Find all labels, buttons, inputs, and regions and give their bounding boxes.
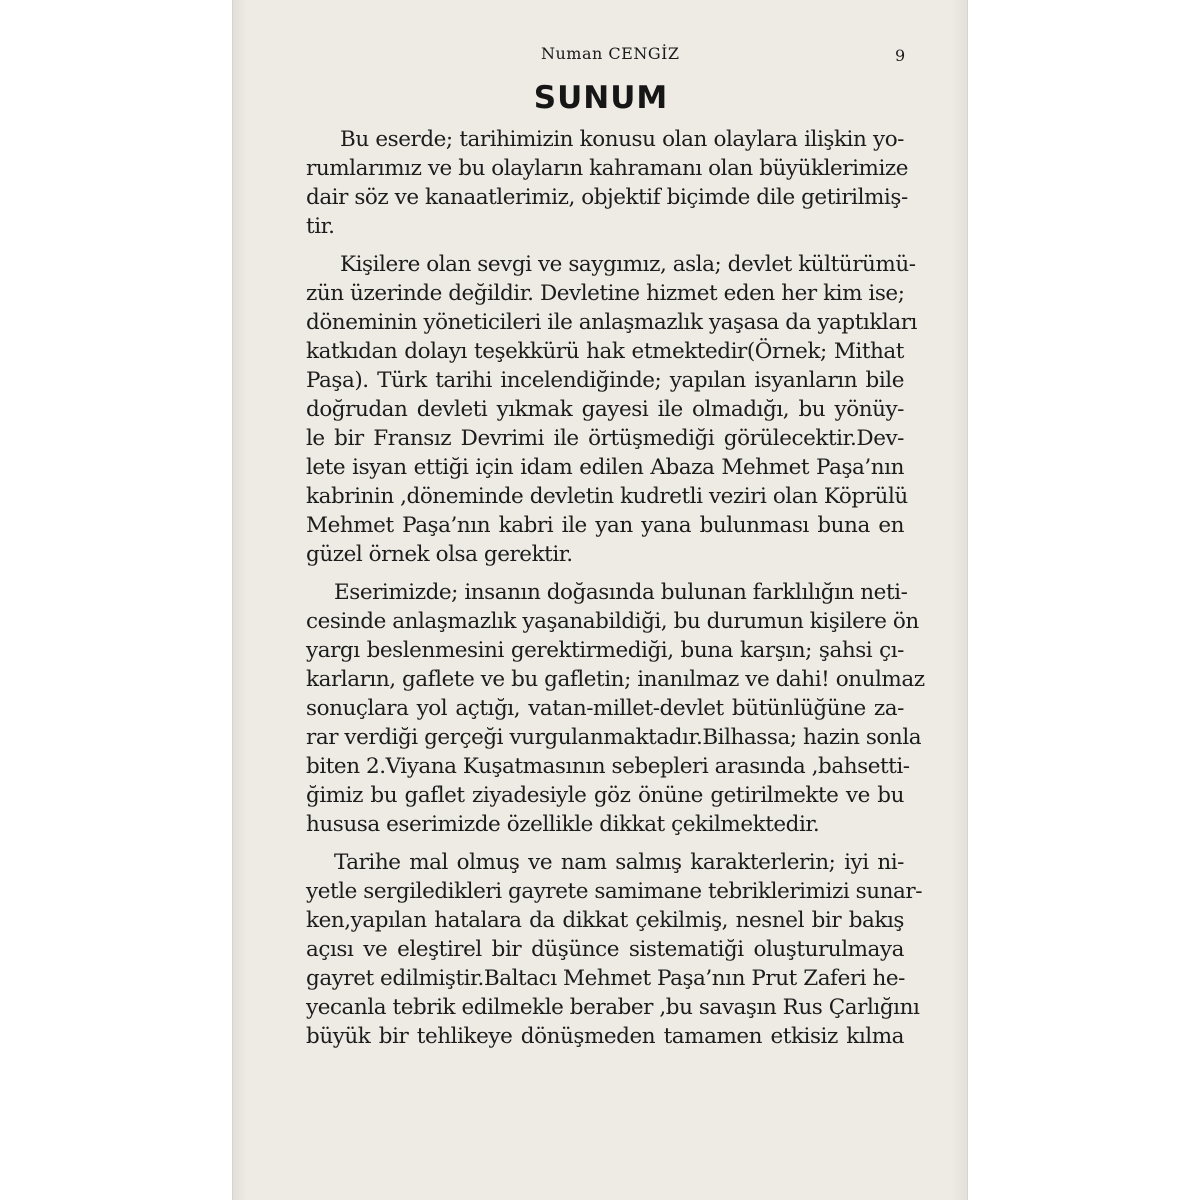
text-line: ken,yapılan hatalara da dikkat çekilmiş, nesnel bir bakış <box>306 908 904 933</box>
text-line: sonuçlara yol açtığı, vatan-millet-devlet bütünlüğüne za- <box>306 696 904 721</box>
text-line: açısı ve eleştirel bir düşünce sistematiği oluşturulmaya <box>306 937 904 962</box>
text-line: rumlarımız ve bu olayların kahramanı olan büyüklerimize <box>306 156 909 181</box>
chapter-title: SUNUM <box>533 80 669 116</box>
text-line: ğimiz bu gaflet ziyadesiyle göz önüne getirilmekte ve bu <box>306 783 904 808</box>
text-line: Eserimizde; insanın doğasında bulunan farklılığın neti- <box>334 580 908 605</box>
text-line: Paşa). Türk tarihi incelendiğinde; yapılan isyanların bile <box>306 368 904 393</box>
text-line: gayret edilmiştir.Baltacı Mehmet Paşa’nın Prut Zaferi he- <box>306 966 905 991</box>
header-author: Numan CENGİZ <box>541 44 680 63</box>
text-line: rar verdiği gerçeği vurgulanmaktadır.Bilhassa; hazin sonla <box>306 725 922 750</box>
text-line: yecanla tebrik edilmekle beraber ,bu savaşın Rus Çarlığını <box>306 995 920 1020</box>
text-line: lete isyan ettiği için idam edilen Abaza Mehmet Paşa’nın <box>306 455 904 480</box>
paragraph-2 <box>306 250 917 569</box>
paragraph-3 <box>306 578 925 839</box>
text-line: karların, gaflete ve bu gafletin; inanılmaz ve dahi! onulmaz <box>306 667 925 692</box>
text-line: yargı beslenmesini gerektirmediği, buna karşın; şahsi çı- <box>306 638 904 663</box>
text-line: zün üzerinde değildir. Devletine hizmet eden her kim ise; <box>306 281 905 306</box>
text-line: büyük bir tehlikeye dönüşmeden tamamen etkisiz kılma <box>306 1024 904 1049</box>
text-line: Bu eserde; tarihimizin konusu olan olaylara ilişkin yo- <box>340 127 904 152</box>
text-line: kabrinin ,döneminde devletin kudretli veziri olan Köprülü <box>306 484 908 509</box>
text-line: biten 2.Viyana Kuşatmasının sebepleri arasında ,bahsetti- <box>306 754 910 779</box>
running-header <box>233 44 968 68</box>
text-line: yetle sergiledikleri gayrete samimane tebriklerimizi sunar- <box>306 879 923 904</box>
paragraph-1 <box>306 125 909 241</box>
text-line: le bir Fransız Devrimi ile örtüşmediği görülecektir.Dev- <box>306 426 904 451</box>
text-line: Mehmet Paşa’nın kabri ile yan yana bulunması buna en <box>306 513 904 538</box>
paragraph-4 <box>306 848 923 1051</box>
text-line: doğrudan devleti yıkmak gayesi ile olmadığı, bu yönüy- <box>306 397 904 422</box>
text-line: tir. <box>306 214 335 239</box>
text-line: güzel örnek olsa gerektir. <box>306 542 573 567</box>
text-line: katkıdan dolayı teşekkürü hak etmektedir(Örnek; Mithat <box>306 339 904 364</box>
text-line: Kişilere olan sevgi ve saygımız, asla; devlet kültürümü- <box>340 252 916 277</box>
body-text <box>306 125 925 1060</box>
book-page <box>232 0 968 1200</box>
text-line: dair söz ve kanaatlerimiz, objektif biçimde dile getirilmiş- <box>306 185 908 210</box>
text-line: Tarihe mal olmuş ve nam salmış karakterlerin; iyi ni- <box>334 850 904 875</box>
text-line: döneminin yöneticileri ile anlaşmazlık yaşasa da yaptıkları <box>306 310 917 335</box>
text-line: hususa eserimizde özellikle dikkat çekilmektedir. <box>306 812 820 837</box>
text-line: cesinde anlaşmazlık yaşanabildiği, bu durumun kişilere ön <box>306 609 919 634</box>
page-number: 9 <box>895 46 906 65</box>
